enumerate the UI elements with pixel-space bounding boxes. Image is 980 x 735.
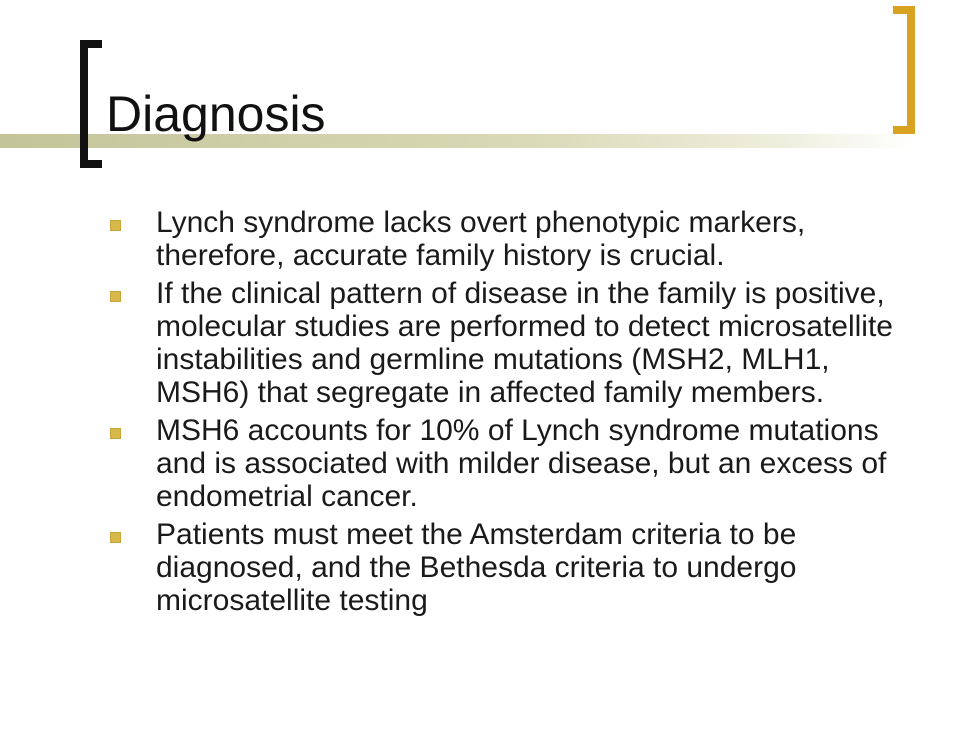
square-bullet-icon	[110, 532, 121, 543]
square-bullet-icon	[110, 291, 121, 302]
bullet-text: If the clinical pattern of disease in the family is positive, molecular studies are performed to detect microsatellite instabilities and germline mutations (MSH2, MLH1, MSH6) that segregate in affected family members.	[156, 277, 893, 409]
bullet-item	[106, 277, 926, 409]
square-bullet-icon	[110, 428, 121, 439]
bullet-item	[106, 206, 926, 272]
bullet-text: Lynch syndrome lacks overt phenotypic markers, therefore, accurate family history is crucial.	[156, 206, 806, 272]
bullet-list	[106, 206, 926, 622]
square-bullet-icon	[110, 220, 121, 231]
bullet-text: MSH6 accounts for 10% of Lynch syndrome mutations and is associated with milder disease, but an excess of endometrial cancer.	[156, 414, 887, 513]
left-bracket-decoration	[80, 40, 102, 168]
right-bracket-decoration	[893, 6, 915, 134]
bullet-item	[106, 518, 926, 617]
bullet-item	[106, 414, 926, 513]
bullet-text: Patients must meet the Amsterdam criteria to be diagnosed, and the Bethesda criteria to undergo microsatellite testing	[156, 518, 797, 617]
slide-title: Diagnosis	[106, 86, 326, 142]
